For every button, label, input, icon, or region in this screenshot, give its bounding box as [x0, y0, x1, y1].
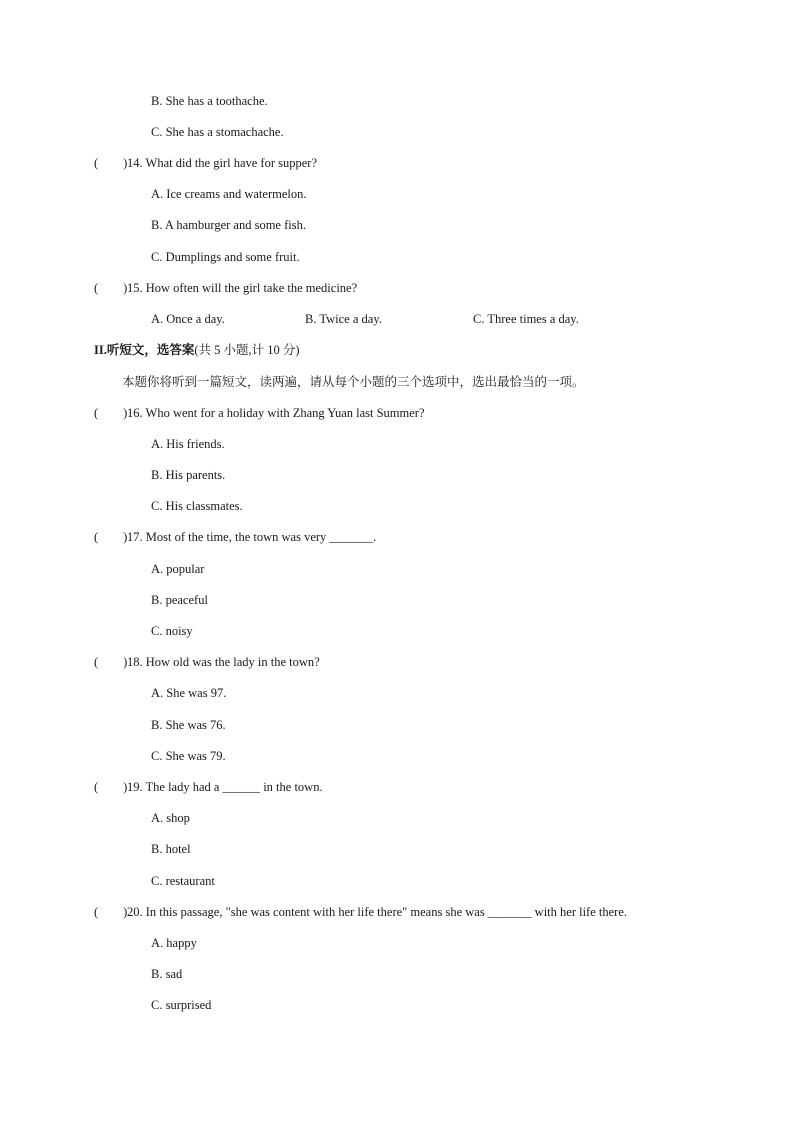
section-title-main: II.听短文，选答案 — [94, 343, 195, 357]
q19-option-b: B. hotel — [151, 842, 191, 856]
q13-option-c: C. She has a stomachache. — [151, 125, 284, 139]
question-18 — [94, 654, 320, 670]
section-title — [94, 342, 300, 358]
q14-option-c: C. Dumplings and some fruit. — [151, 250, 300, 264]
q16-option-c: C. His classmates. — [151, 499, 243, 513]
question-text: 19. The lady had a ______ in the town. — [127, 780, 323, 794]
q18-option-b: B. She was 76. — [151, 718, 226, 732]
q14-option-b: B. A hamburger and some fish. — [151, 218, 306, 232]
answer-blank[interactable]: ( ) — [94, 780, 128, 794]
q16-option-b: B. His parents. — [151, 468, 226, 482]
q16-option-a: A. His friends. — [151, 437, 225, 451]
answer-blank[interactable]: ( ) — [94, 655, 128, 669]
q18-option-a: A. She was 97. — [151, 686, 227, 700]
question-text: 15. How often will the girl take the medicine? — [127, 281, 358, 295]
question-text: 16. Who went for a holiday with Zhang Yuan last Summer? — [127, 406, 425, 420]
q13-option-b: B. She has a toothache. — [151, 94, 268, 108]
question-text: 14. What did the girl have for supper? — [127, 156, 317, 170]
question-17 — [94, 529, 376, 545]
question-19 — [94, 779, 323, 795]
section-instruction: 本题你将听到一篇短文，读两遍，请从每个小题的三个选项中，选出最恰当的一项。 — [122, 375, 585, 389]
q19-option-c: C. restaurant — [151, 874, 215, 888]
answer-blank[interactable]: ( ) — [94, 156, 128, 170]
q15-option-b: B. Twice a day. — [305, 312, 382, 326]
answer-blank[interactable]: ( ) — [94, 905, 128, 919]
q14-option-a: A. Ice creams and watermelon. — [151, 187, 307, 201]
q20-option-c: C. surprised — [151, 998, 212, 1012]
question-15 — [94, 280, 357, 296]
q17-option-b: B. peaceful — [151, 593, 208, 607]
q20-option-b: B. sad — [151, 967, 183, 981]
q18-option-c: C. She was 79. — [151, 749, 226, 763]
answer-blank[interactable]: ( ) — [94, 406, 128, 420]
question-text: 17. Most of the time, the town was very _______. — [127, 530, 377, 544]
answer-blank[interactable]: ( ) — [94, 281, 128, 295]
question-text: 20. In this passage, "she was content with her life there" means she was _______ with her life there. — [127, 905, 627, 919]
question-16 — [94, 405, 425, 421]
q20-option-a: A. happy — [151, 936, 197, 950]
q15-option-a: A. Once a day. — [151, 312, 225, 326]
q15-option-c: C. Three times a day. — [473, 312, 579, 326]
q19-option-a: A. shop — [151, 811, 190, 825]
question-14 — [94, 155, 317, 171]
q17-option-c: C. noisy — [151, 624, 193, 638]
question-text: 18. How old was the lady in the town? — [127, 655, 320, 669]
q17-option-a: A. popular — [151, 562, 205, 576]
answer-blank[interactable]: ( ) — [94, 530, 128, 544]
section-title-score: (共 5 小题,计 10 分) — [194, 343, 300, 357]
question-20 — [94, 904, 627, 920]
